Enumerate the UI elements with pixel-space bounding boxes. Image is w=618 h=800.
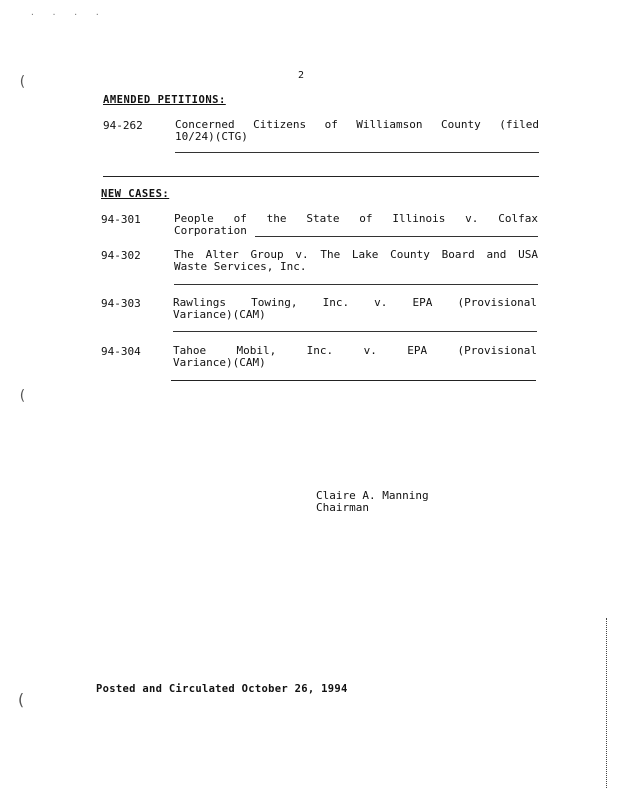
case-title-line: Concerned Citizens of Williamson County (filed xyxy=(175,118,539,131)
new-cases-heading: NEW CASES: xyxy=(101,188,170,200)
case-title-line: Rawlings Towing, Inc. v. EPA (Provisional xyxy=(173,296,537,309)
docket-number: 94-304 xyxy=(101,345,141,358)
underline-rule xyxy=(255,236,538,237)
amended-petitions-heading: AMENDED PETITIONS: xyxy=(103,94,226,106)
docket-number: 94-302 xyxy=(101,249,141,262)
underline-rule xyxy=(174,284,538,285)
signatory-title: Chairman xyxy=(316,501,369,514)
case-title-line: 10/24)(CTG) xyxy=(175,130,248,143)
underline-rule xyxy=(173,331,537,332)
page-number: 2 xyxy=(298,70,305,81)
docket-number: 94-303 xyxy=(101,297,141,310)
punch-hole-mark: ( xyxy=(18,74,27,90)
punch-hole-mark: ( xyxy=(18,388,27,404)
signatory-name: Claire A. Manning xyxy=(316,489,429,502)
case-title-line: Waste Services, Inc. xyxy=(174,260,307,273)
underline-rule xyxy=(171,380,536,381)
case-title xyxy=(173,297,537,321)
docket-number: 94-262 xyxy=(103,119,143,132)
case-title xyxy=(175,119,539,143)
case-title xyxy=(174,249,538,273)
case-title-line: People of the State of Illinois v. Colfax xyxy=(174,212,538,225)
section-divider xyxy=(103,176,539,177)
signature-block xyxy=(316,490,429,514)
case-title-line: Variance)(CAM) xyxy=(173,308,266,321)
scan-edge-line xyxy=(606,618,607,788)
posted-circulated-line: Posted and Circulated October 26, 1994 xyxy=(96,683,348,695)
underline-rule xyxy=(175,152,539,153)
case-title-line: Corporation xyxy=(174,224,247,237)
case-title xyxy=(173,345,537,369)
case-title xyxy=(174,213,538,237)
docket-number: 94-301 xyxy=(101,213,141,226)
case-title-line: The Alter Group v. The Lake County Board and USA xyxy=(174,248,538,261)
scan-speck: . . . . xyxy=(30,8,106,17)
case-title-line: Variance)(CAM) xyxy=(173,356,266,369)
case-title-line: Tahoe Mobil, Inc. v. EPA (Provisional xyxy=(173,344,537,357)
punch-hole-mark: ( xyxy=(16,690,26,709)
